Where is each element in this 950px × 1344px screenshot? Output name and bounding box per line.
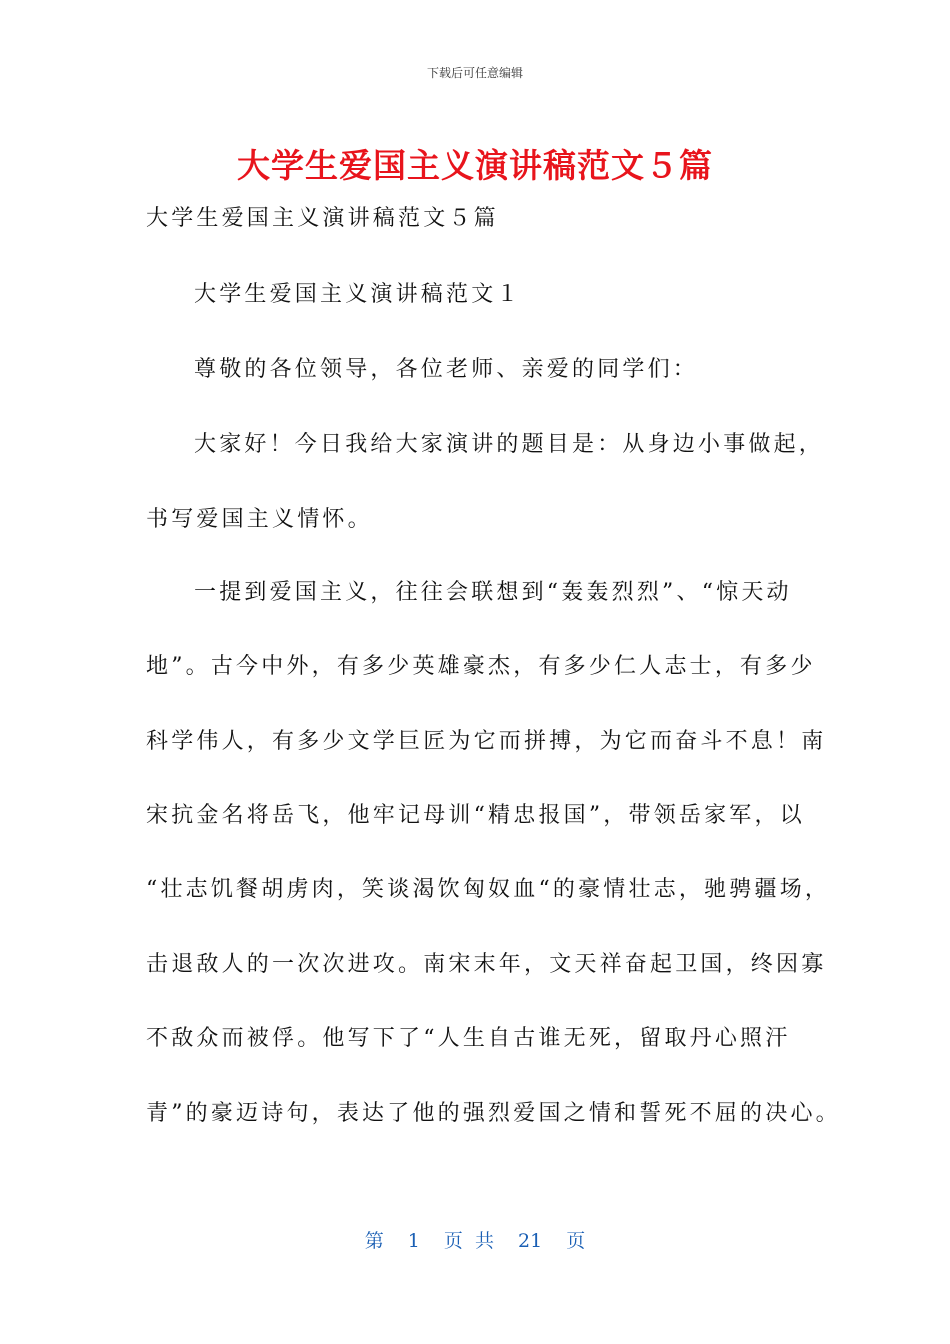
body-line-11: 击退敌人的一次次进攻。南宋末年，文天祥奋起卫国，终因寡	[146, 952, 827, 977]
footer-total-pages: 21	[518, 1230, 543, 1252]
body-line-3: 尊敬的各位领导，各位老师、亲爱的同学们：	[194, 357, 699, 382]
body-line-5: 书写爱国主义情怀。	[146, 507, 373, 532]
footer-middle: 页 共	[443, 1230, 494, 1252]
body-line-10: “壮志饥餐胡虏肉，笑谈渴饮匈奴血“的豪情壮志，驰骋疆场，	[146, 877, 831, 902]
body-line-8: 科学伟人，有多少文学巨匠为它而拼搏，为它而奋斗不息！南	[146, 729, 827, 754]
body-line-9: 宋抗金名将岳飞，他牢记母训“精忠报国”，带领岳家军，以	[146, 803, 805, 828]
footer-suffix: 页	[566, 1230, 586, 1252]
page-footer	[0, 1226, 950, 1253]
header-note: 下载后可任意编辑	[426, 66, 523, 80]
body-line-13: 青”的豪迈诗句，表达了他的强烈爱国之情和誓死不屈的决心。	[146, 1101, 841, 1126]
footer-current-page: 1	[407, 1230, 420, 1252]
body-line-12: 不敌众而被俘。他写下了“人生自古谁无死，留取丹心照汗	[146, 1026, 791, 1051]
body-line-1: 大学生爱国主义演讲稿范文５篇	[146, 206, 499, 231]
body-line-2: 大学生爱国主义演讲稿范文１	[194, 282, 522, 307]
footer-prefix: 第	[364, 1230, 384, 1252]
body-line-4: 大家好！今日我给大家演讲的题目是：从身边小事做起，	[194, 432, 825, 457]
body-line-6: 一提到爱国主义，往往会联想到“轰轰烈烈”、“惊天动	[194, 580, 792, 605]
body-line-7: 地”。古今中外，有多少英雄豪杰，有多少仁人志士，有多少	[146, 654, 816, 679]
document-title: 大学生爱国主义演讲稿范文５篇	[237, 146, 713, 185]
